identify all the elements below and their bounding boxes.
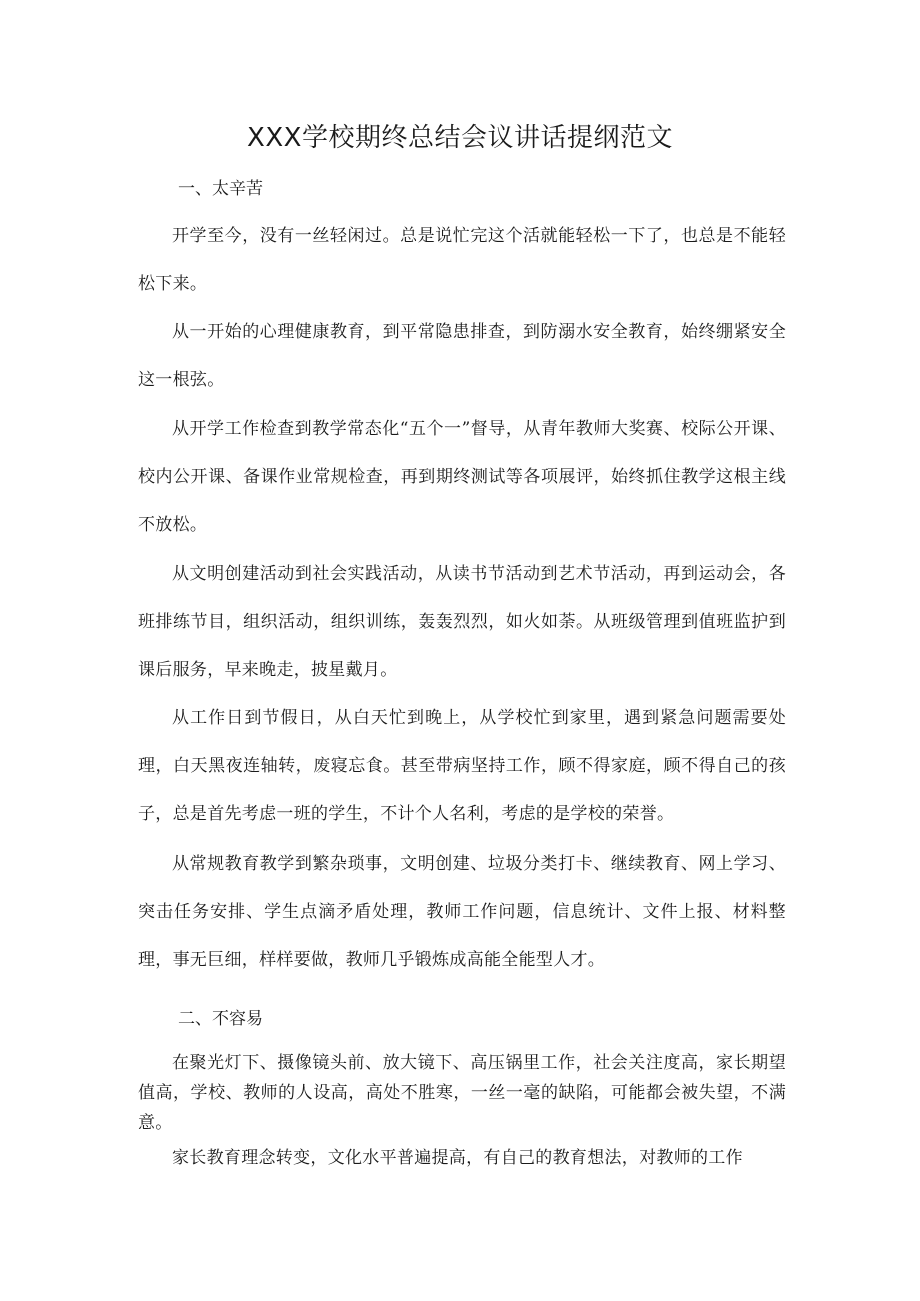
paragraph: 从工作日到节假日，从白天忙到晚上，从学校忙到家里，遇到紧急问题需要处理，白天黑夜连轴转，废寝忘食。甚至带病坚持工作，顾不得家庭，顾不得自己的孩子，总是首先考虑一班的学生，不计个人名利，考虑的是学校的荣誉。 [138,708,786,824]
paragraph: 家长教育理念转变，文化水平普遍提高，有自己的教育想法，对教师的工作 [172,1148,743,1168]
paragraph: 从常规教育教学到繁杂琐事，文明创建、垃圾分类打卡、继续教育、网上学习、突击任务安排、学生点滴矛盾处理，教师工作问题，信息统计、文件上报、材料整理，事无巨细，样样要做，教师几乎锻炼成高能全能型人才。 [138,854,786,970]
paragraph: 从一开始的心理健康教育，到平常隐患排查，到防溺水安全教育，始终绷紧安全这一根弦。 [138,322,786,390]
paragraph: 从文明创建活动到社会实践活动，从读书节活动到艺术节活动，再到运动会，各班排练节目，组织活动，组织训练，轰轰烈烈，如火如荼。从班级管理到值班监护到课后服务，早来晚走，披星戴月。 [138,564,786,680]
section-heading-2: 二、不容易 [178,1009,263,1029]
document-title: XXX学校期终总结会议讲话提纲范文 [247,123,673,153]
paragraph: 在聚光灯下、摄像镜头前、放大镜下、高压锅里工作，社会关注度高，家长期望值高，学校、教师的人设高，高处不胜寒，一丝一毫的缺陷，可能都会被失望，不满意。 [138,1053,786,1133]
paragraph: 开学至今，没有一丝轻闲过。总是说忙完这个活就能轻松一下了，也总是不能轻松下来。 [138,226,786,294]
section-heading-1: 一、太辛苦 [178,179,263,199]
paragraph: 从开学工作检查到教学常态化“五个一”督导，从青年教师大奖赛、校际公开课、校内公开课、备课作业常规检查，再到期终测试等各项展评，始终抓住教学这根主线不放松。 [138,419,786,535]
